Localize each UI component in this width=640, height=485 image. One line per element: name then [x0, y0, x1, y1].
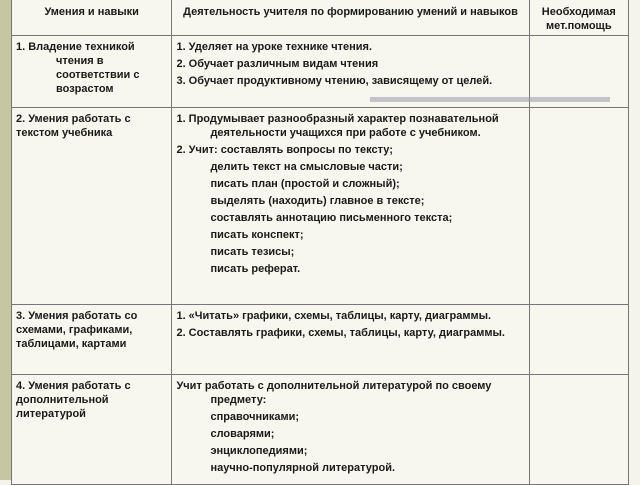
table-row: [12, 375, 629, 485]
header-activity: Деятельность учителя по формированию умений и навыков: [172, 0, 529, 36]
activity-line: 1. Уделяет на уроке технике чтения.: [176, 41, 372, 53]
activity-subitem: научно-популярной литературой.: [210, 462, 396, 474]
activity-subitem: писать план (простой и сложный);: [210, 178, 400, 190]
table-row: [12, 108, 629, 305]
header-row: [12, 0, 629, 36]
activity-line: 2. Обучает различным видам чтения: [176, 58, 379, 70]
activity-cell: [172, 375, 529, 485]
activity-subitem: писать конспект;: [210, 229, 304, 241]
skill-text: 2. Умения работать с текстом учебника: [16, 113, 131, 139]
help-cell: [529, 305, 628, 375]
activity-line: 2. Учит: составлять вопросы по тексту;: [176, 144, 393, 156]
skill-text: 1. Владение техникой чтения в соответствии с возрастом: [16, 41, 140, 95]
activity-line: 1. «Читать» графики, схемы, таблицы, карту, диаграммы.: [176, 310, 492, 322]
activity-subitem: писать тезисы;: [210, 246, 295, 258]
activity-subitem: словарями;: [210, 428, 275, 440]
skill-cell: [12, 36, 172, 108]
activity-subitem: выделять (находить) главное в тексте;: [210, 195, 425, 207]
activity-cell: [172, 108, 529, 305]
activity-line: 2. Составлять графики, схемы, таблицы, карту, диаграммы.: [176, 327, 505, 339]
header-skills: Умения и навыки: [12, 0, 172, 36]
help-cell: [529, 375, 628, 485]
decor-underline: [370, 97, 610, 102]
activity-subitem: энциклопедиями;: [210, 445, 308, 457]
activity-cell: [172, 305, 529, 375]
activity-subitem: справочниками;: [210, 411, 300, 423]
skill-text: 3. Умения работать со схемами, графиками, таблицами, картами: [16, 310, 138, 350]
header-help: Необходимая мет.помощь: [529, 0, 628, 36]
activity-subitem: составлять аннотацию письменного текста;: [210, 212, 453, 224]
help-cell: [529, 108, 628, 305]
skill-cell: [12, 375, 172, 485]
skill-cell: [12, 108, 172, 305]
activity-subitem: делить текст на смысловые части;: [210, 161, 403, 173]
table-row: [12, 305, 629, 375]
activity-line: 1. Продумывает разнообразный характер познавательной деятельности учащихся при работе с учебником.: [176, 113, 499, 139]
activity-line: Учит работать с дополнительной литературой по своему предмету:: [176, 380, 492, 406]
activity-subitem: писать реферат.: [210, 263, 301, 275]
skills-table: [11, 0, 629, 485]
activity-line: 3. Обучает продуктивному чтению, зависящему от целей.: [176, 75, 493, 87]
skill-cell: [12, 305, 172, 375]
skill-text: 4. Умения работать с дополнительной литературой: [16, 380, 131, 420]
